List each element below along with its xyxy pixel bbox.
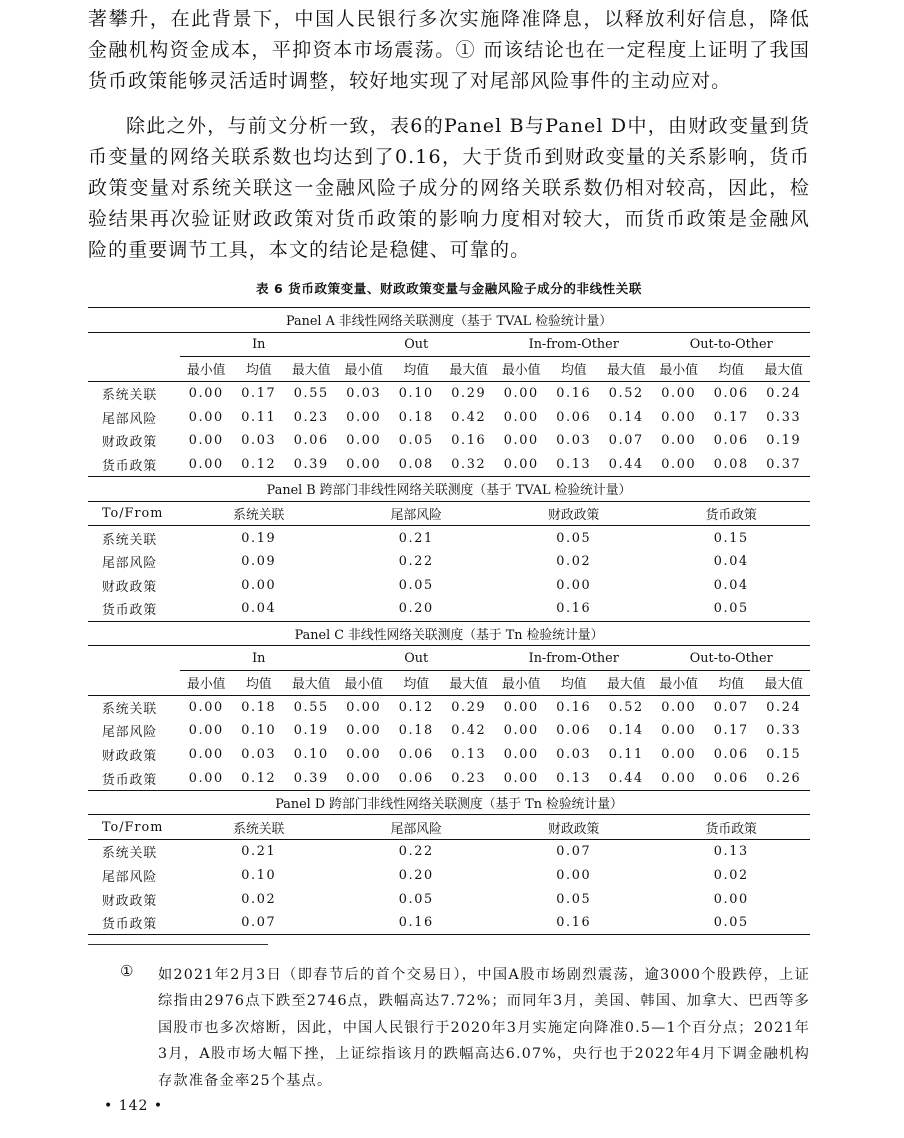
cell-value: 0.14 [608, 723, 644, 739]
stat-header: 最小值 [344, 363, 383, 379]
row-label: 尾部风险 [102, 556, 158, 572]
cell-value: 0.00 [661, 433, 697, 449]
row-label: 财政政策 [102, 435, 158, 451]
cell-value: 0.24 [758, 695, 811, 719]
stat-header: 均值 [245, 363, 272, 379]
panel-title: Panel D 跨部门非线性网络关联测度（基于 Tn 检验统计量） [88, 790, 810, 815]
stat-header: 最大值 [607, 363, 646, 379]
stat-header: 最小值 [659, 363, 698, 379]
row-label: 货币政策 [88, 911, 180, 935]
cell-value: 0.00 [661, 746, 697, 762]
cell-value: 0.05 [495, 526, 653, 550]
table-row [88, 840, 810, 864]
table-row [88, 381, 810, 405]
table-row [88, 574, 810, 598]
cell-value: 0.00 [188, 456, 224, 472]
row-label: 尾部风险 [102, 869, 158, 885]
cell-value: 0.09 [241, 554, 277, 570]
stat-header: 最小值 [187, 363, 226, 379]
cell-value: 0.44 [608, 456, 644, 472]
stat-header: 均值 [403, 677, 430, 693]
cell-value: 0.00 [180, 695, 233, 719]
row-label: 系统关联 [88, 526, 180, 550]
column-header: 货币政策 [653, 815, 811, 840]
table-row [88, 405, 810, 429]
group-header-row [88, 332, 810, 357]
cell-value: 0.00 [338, 695, 391, 719]
cell-value: 0.17 [713, 723, 749, 739]
table-row [88, 743, 810, 767]
cell-value: 0.00 [188, 723, 224, 739]
cell-value: 0.03 [556, 433, 592, 449]
cell-value: 0.06 [293, 433, 329, 449]
cell-value: 0.10 [241, 723, 277, 739]
cell-value: 0.05 [556, 891, 592, 907]
cell-value: 0.08 [713, 456, 749, 472]
cell-value: 0.23 [293, 409, 329, 425]
column-header: 财政政策 [495, 815, 653, 840]
group-header: In [180, 332, 338, 357]
cell-value: 0.18 [233, 695, 286, 719]
subheader-row [88, 670, 810, 695]
stat-header: 均值 [560, 363, 587, 379]
cell-value: 0.04 [713, 554, 749, 570]
cell-value: 0.26 [766, 770, 802, 786]
column-header: 尾部风险 [338, 815, 496, 840]
stat-header: 最小值 [502, 363, 541, 379]
cell-value: 0.42 [451, 723, 487, 739]
panel-title: Panel A 非线性网络关联测度（基于 TVAL 检验统计量） [88, 308, 810, 333]
row-label: 货币政策 [102, 772, 158, 788]
footnote-text: 如2021年2月3日（即春节后的首个交易日），中国A股市场剧烈震荡，逾3000个股跌停，上证综指由2976点下跌至2746点，跌幅高达7.72%；而同年3月，美国、韩国、加拿大、巴西等多国股市也多次熔断，因此，中国人民银行于2020年3月实施定向降准0.5—1个百分点；2021年3月，A股市场大幅下挫，上证综指该月的跌幅高达6.07%，央行也于2022年4月下调金融机构存款准备金率25个基点。 [158, 967, 810, 1089]
cell-value: 0.16 [495, 911, 653, 935]
cell-value: 0.00 [346, 433, 382, 449]
cell-value: 0.03 [338, 381, 391, 405]
stat-header: 最大值 [292, 363, 331, 379]
cell-value: 0.00 [346, 746, 382, 762]
cell-value: 0.10 [293, 746, 329, 762]
group-header: Out [338, 332, 496, 357]
cell-value: 0.00 [661, 409, 697, 425]
cell-value: 0.04 [713, 577, 749, 593]
cell-value: 0.18 [398, 723, 434, 739]
column-header: 货币政策 [653, 501, 811, 526]
cell-value: 0.19 [293, 723, 329, 739]
stat-header: 最小值 [344, 677, 383, 693]
cell-value: 0.22 [398, 554, 434, 570]
cell-value: 0.05 [398, 891, 434, 907]
cell-value: 0.00 [346, 409, 382, 425]
cell-value: 0.06 [556, 409, 592, 425]
cell-value: 0.03 [241, 746, 277, 762]
cell-value: 0.23 [451, 770, 487, 786]
panel-title-row [88, 477, 810, 502]
cell-value: 0.29 [443, 695, 496, 719]
row-label: 财政政策 [102, 748, 158, 764]
table-caption: 表 6 货币政策变量、财政政策变量与金融风险子成分的非线性关联 [255, 281, 642, 296]
cell-value: 0.07 [608, 433, 644, 449]
panel-title: Panel B 跨部门非线性网络关联测度（基于 TVAL 检验统计量） [88, 477, 810, 502]
cell-value: 0.20 [398, 601, 434, 617]
table-row [88, 864, 810, 888]
column-header: 系统关联 [180, 501, 338, 526]
stat-header: 最大值 [764, 677, 803, 693]
cell-value: 0.12 [241, 770, 277, 786]
stat-header: 最小值 [187, 677, 226, 693]
column-header: 财政政策 [495, 501, 653, 526]
cell-value: 0.07 [180, 911, 338, 935]
cell-value: 0.29 [443, 381, 496, 405]
cell-value: 0.11 [608, 746, 644, 762]
cell-value: 0.07 [705, 695, 758, 719]
cell-value: 0.00 [653, 695, 706, 719]
cell-value: 0.06 [713, 770, 749, 786]
page-number: • 142 • [104, 1098, 164, 1114]
cell-value: 0.55 [285, 381, 338, 405]
table-row [88, 429, 810, 453]
cell-value: 0.19 [766, 433, 802, 449]
cell-value: 0.22 [338, 840, 496, 864]
cell-value: 0.00 [346, 770, 382, 786]
panel-title-row [88, 790, 810, 815]
header-blank [88, 332, 180, 357]
cell-value: 0.16 [548, 381, 601, 405]
group-header: Out-to-Other [653, 646, 811, 671]
table-row [88, 597, 810, 621]
cell-value: 0.19 [180, 526, 338, 550]
cell-value: 0.00 [188, 433, 224, 449]
cell-value: 0.05 [398, 433, 434, 449]
column-header-row [88, 815, 810, 840]
cell-value: 0.17 [713, 409, 749, 425]
cell-value: 0.00 [503, 746, 539, 762]
cell-value: 0.06 [713, 433, 749, 449]
cell-value: 0.00 [661, 456, 697, 472]
stat-header: 最小值 [659, 677, 698, 693]
row-label: 尾部风险 [102, 411, 158, 427]
cell-value: 0.00 [346, 456, 382, 472]
cell-value: 0.00 [556, 577, 592, 593]
row-label: 系统关联 [88, 840, 180, 864]
row-label: 系统关联 [88, 695, 180, 719]
cell-value: 0.04 [241, 601, 277, 617]
cell-value: 0.33 [766, 723, 802, 739]
cell-value: 0.03 [556, 746, 592, 762]
cell-value: 0.06 [556, 723, 592, 739]
cell-value: 0.13 [653, 840, 811, 864]
cell-value: 0.55 [285, 695, 338, 719]
row-label: 货币政策 [102, 603, 158, 619]
stat-header: 最大值 [607, 677, 646, 693]
cell-value: 0.00 [188, 770, 224, 786]
cell-value: 0.00 [503, 723, 539, 739]
cell-value: 0.06 [398, 746, 434, 762]
cell-value: 0.21 [180, 840, 338, 864]
cell-value: 0.00 [503, 409, 539, 425]
cell-value: 0.33 [766, 409, 802, 425]
cell-value: 0.07 [495, 840, 653, 864]
table-row [88, 550, 810, 574]
row-label: 财政政策 [102, 579, 158, 595]
stat-header: 均值 [560, 677, 587, 693]
cell-value: 0.42 [451, 409, 487, 425]
cell-value: 0.37 [766, 456, 802, 472]
cell-value: 0.00 [661, 723, 697, 739]
cell-value: 0.39 [293, 456, 329, 472]
cell-value: 0.52 [600, 695, 653, 719]
cell-value: 0.10 [241, 867, 277, 883]
cell-value: 0.17 [233, 381, 286, 405]
cell-value: 0.06 [713, 746, 749, 762]
stat-header: 最大值 [764, 363, 803, 379]
cell-value: 0.13 [556, 770, 592, 786]
table-row [88, 453, 810, 477]
footnote-divider [88, 944, 268, 945]
stat-header: 均值 [245, 677, 272, 693]
cell-value: 0.52 [600, 381, 653, 405]
table-row [88, 526, 810, 550]
column-header: 尾部风险 [338, 501, 496, 526]
cell-value: 0.00 [503, 456, 539, 472]
table-row [88, 887, 810, 911]
stat-header: 均值 [718, 677, 745, 693]
corner-header: To/From [88, 501, 180, 526]
cell-value: 0.16 [451, 433, 487, 449]
table-row [88, 719, 810, 743]
cell-value: 0.03 [241, 433, 277, 449]
footnote-marker: ① [120, 962, 134, 980]
cell-value: 0.12 [390, 695, 443, 719]
cell-value: 0.06 [705, 381, 758, 405]
group-header: In-from-Other [495, 332, 653, 357]
cell-value: 0.00 [188, 409, 224, 425]
cell-value: 0.00 [503, 433, 539, 449]
stat-header: 最大值 [449, 677, 488, 693]
results-table [88, 307, 810, 935]
cell-value: 0.05 [713, 601, 749, 617]
stat-header: 均值 [403, 363, 430, 379]
cell-value: 0.16 [556, 601, 592, 617]
cell-value: 0.05 [398, 577, 434, 593]
header-blank [88, 357, 180, 382]
table-row [88, 911, 810, 935]
row-label: 尾部风险 [102, 725, 158, 741]
cell-value: 0.00 [661, 770, 697, 786]
cell-value: 0.00 [653, 381, 706, 405]
body-paragraph-1: 著攀升，在此背景下，中国人民银行多次实施降准降息，以释放利好信息，降低金融机构资金成本，平抑资本市场震荡。① 而该结论也在一定程度上证明了我国货币政策能够灵活适时调整，较好地实现了对尾部风险事件的主动应对。 [88, 8, 810, 92]
cell-value: 0.06 [398, 770, 434, 786]
cell-value: 0.14 [608, 409, 644, 425]
cell-value: 0.00 [346, 723, 382, 739]
group-header: In [180, 646, 338, 671]
cell-value: 0.12 [241, 456, 277, 472]
cell-value: 0.00 [556, 867, 592, 883]
group-header-row [88, 646, 810, 671]
corner-header: To/From [88, 815, 180, 840]
cell-value: 0.11 [241, 409, 277, 425]
cell-value: 0.02 [241, 891, 277, 907]
cell-value: 0.24 [758, 381, 811, 405]
cell-value: 0.00 [495, 695, 548, 719]
group-header: Out-to-Other [653, 332, 811, 357]
cell-value: 0.00 [495, 381, 548, 405]
table-row [88, 695, 810, 719]
cell-value: 0.16 [548, 695, 601, 719]
cell-value: 0.02 [713, 867, 749, 883]
cell-value: 0.00 [713, 891, 749, 907]
cell-value: 0.05 [653, 911, 811, 935]
group-header: In-from-Other [495, 646, 653, 671]
cell-value: 0.00 [180, 381, 233, 405]
stat-header: 最大值 [449, 363, 488, 379]
cell-value: 0.00 [241, 577, 277, 593]
header-blank [88, 646, 180, 671]
panel-title: Panel C 非线性网络关联测度（基于 Tn 检验统计量） [88, 621, 810, 646]
cell-value: 0.10 [390, 381, 443, 405]
cell-value: 0.02 [556, 554, 592, 570]
cell-value: 0.13 [556, 456, 592, 472]
cell-value: 0.16 [338, 911, 496, 935]
row-label: 货币政策 [102, 458, 158, 474]
cell-value: 0.15 [653, 526, 811, 550]
panel-title-row [88, 308, 810, 333]
row-label: 财政政策 [102, 893, 158, 909]
column-header: 系统关联 [180, 815, 338, 840]
cell-value: 0.08 [398, 456, 434, 472]
group-header: Out [338, 646, 496, 671]
column-header-row [88, 501, 810, 526]
cell-value: 0.44 [608, 770, 644, 786]
cell-value: 0.39 [293, 770, 329, 786]
cell-value: 0.13 [451, 746, 487, 762]
table-row [88, 766, 810, 790]
cell-value: 0.00 [188, 746, 224, 762]
row-label: 系统关联 [88, 381, 180, 405]
header-blank [88, 670, 180, 695]
cell-value: 0.32 [451, 456, 487, 472]
subheader-row [88, 357, 810, 382]
stat-header: 最小值 [502, 677, 541, 693]
cell-value: 0.15 [766, 746, 802, 762]
stat-header: 均值 [718, 363, 745, 379]
body-paragraph-2: 除此之外，与前文分析一致，表6的Panel B与Panel D中，由财政变量到货币变量的网络关联系数也均达到了0.16，大于货币到财政变量的关系影响，货币政策变量对系统关联这一金融风险子成分的网络关联系数仍相对较高，因此，检验结果再次验证财政政策对货币政策的影响力度相对较大，而货币政策是金融风险的重要调节工具，本文的结论是稳健、可靠的。 [88, 115, 810, 261]
cell-value: 0.20 [398, 867, 434, 883]
stat-header: 最大值 [292, 677, 331, 693]
cell-value: 0.00 [503, 770, 539, 786]
cell-value: 0.18 [398, 409, 434, 425]
panel-title-row [88, 621, 810, 646]
cell-value: 0.21 [338, 526, 496, 550]
